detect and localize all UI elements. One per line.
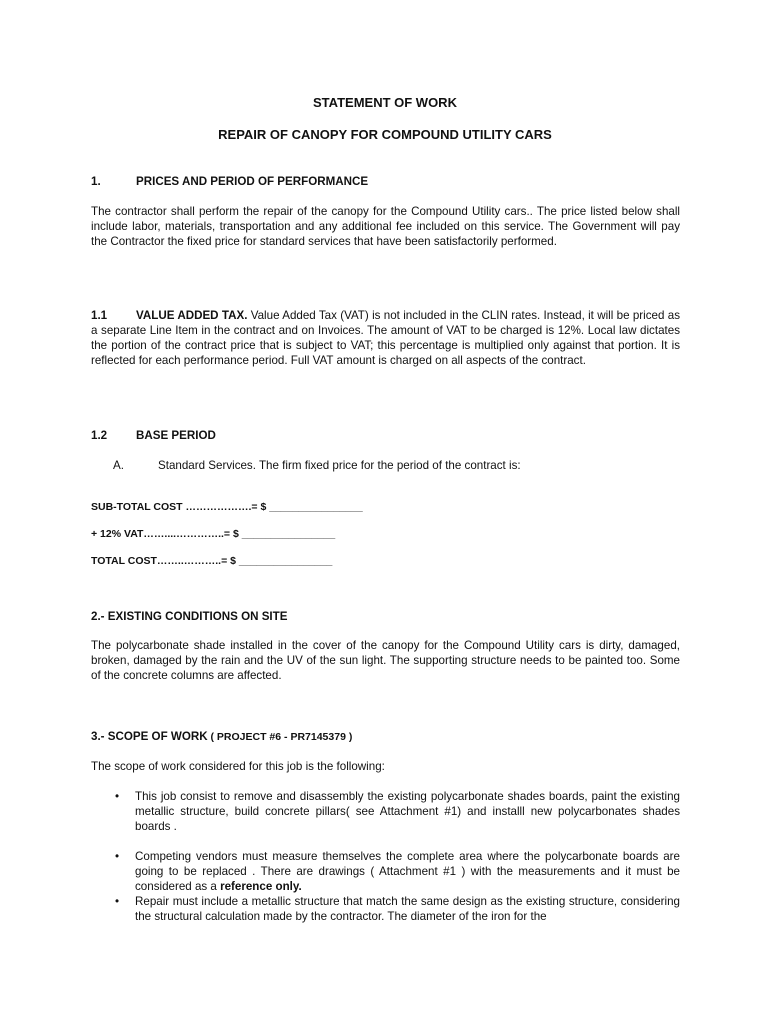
base-period-item-letter: A. <box>113 459 124 472</box>
section-1-1-heading: VALUE ADDED TAX. <box>136 309 248 322</box>
section-1-2-heading: BASE PERIOD <box>136 429 216 442</box>
vat-cost-line: + 12% VAT……....…………..= $ ________________ <box>91 528 336 540</box>
subtotal-cost-line: SUB-TOTAL COST ……………….= $ ________________ <box>91 501 363 513</box>
section-1-heading: PRICES AND PERIOD OF PERFORMANCE <box>136 175 369 188</box>
scope-bullet-2-text <box>135 849 680 894</box>
section-1-2-header <box>91 428 680 443</box>
scope-bullet-1 <box>115 789 680 834</box>
section-1-2-number: 1.2 <box>91 429 108 442</box>
base-period-item <box>91 458 680 473</box>
section-2-heading: 2.- EXISTING CONDITIONS ON SITE <box>91 610 288 623</box>
scope-bullet-2-bold: reference only. <box>220 880 302 893</box>
section-2-paragraph: The polycarbonate shade installed in the cover of the canopy for the Compound Utility cars is dirty, damaged, broken, damaged by the rain and the UV of the sun light. The supporting structure needs to be painted too. Some of the concrete columns are affected. <box>91 639 680 682</box>
section-1-1-paragraph <box>91 308 680 368</box>
bullet-icon: • <box>115 895 120 908</box>
document-subtitle: REPAIR OF CANOPY FOR COMPOUND UTILITY CARS <box>218 127 552 142</box>
scope-bullet-2 <box>115 849 680 894</box>
bullet-icon: • <box>115 790 120 803</box>
bullet-icon: • <box>115 850 120 863</box>
section-1-1-text: Value Added Tax (VAT) is not included in the CLIN rates. Instead, it will be priced as a separate Line Item in the contract and on Invoices. The amount of VAT to be charged is 12%. Local law dictates the portion of the contract price that is subject to VAT; this percentage is multiplied only against that portion. It is reflected for each performance period. Full VAT amount is charged on all aspects of the contract. <box>91 309 680 367</box>
base-period-item-text: Standard Services. The firm fixed price for the period of the contract is: <box>158 459 521 472</box>
section-1-header <box>91 174 680 189</box>
section-1-1-number: 1.1 <box>91 309 108 322</box>
section-1-paragraph: The contractor shall perform the repair of the canopy for the Compound Utility cars.. The price listed below shall include labor, materials, transportation and any additional fee included on this service. The Government will pay the Contractor the fixed price for standard services that have been satisfactorily performed. <box>91 205 680 248</box>
section-3-header <box>91 729 680 745</box>
section-3-intro: The scope of work considered for this job is the following: <box>91 760 385 773</box>
scope-bullet-2-main: Competing vendors must measure themselves the complete area where the polycarbonate boards are going to be replaced . There are drawings ( Attachment #1 ) with the measurements and it must be considered as a <box>135 850 680 893</box>
scope-bullet-3 <box>115 894 680 924</box>
document-title: STATEMENT OF WORK <box>313 95 457 110</box>
section-3-project: ( PROJECT #6 - PR7145379 ) <box>207 731 353 743</box>
section-3-heading: 3.- SCOPE OF WORK <box>91 730 208 743</box>
total-cost-line: TOTAL COST……..………..= $ ________________ <box>91 555 333 567</box>
section-1-number: 1. <box>91 175 101 188</box>
scope-bullet-3-text: Repair must include a metallic structure that match the same design as the existing structure, considering the structural calculation made by the contractor. The diameter of the iron for the <box>135 895 680 923</box>
scope-bullet-1-text: This job consist to remove and disassembly the existing polycarbonate shades boards, paint the existing metallic structure, build concrete pillars( see Attachment #1) and installl new polycarbonates shades boards . <box>135 790 680 833</box>
